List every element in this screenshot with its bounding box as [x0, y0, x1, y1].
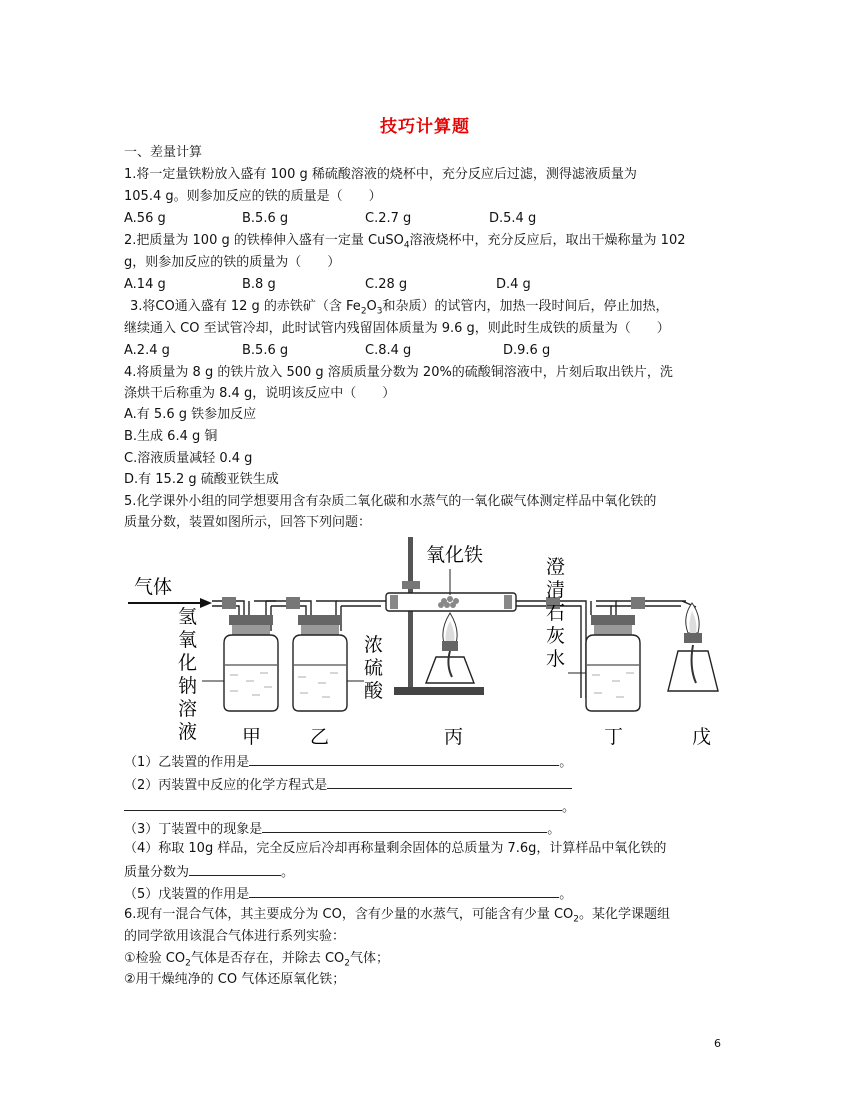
- answer-blank[interactable]: [327, 774, 572, 789]
- page-number: 6: [714, 1037, 721, 1050]
- q1-option-c: C.2.7 g: [365, 211, 412, 226]
- q5-stem-line1: 5.化学课外小组的同学想要用含有杂质二氧化碳和水蒸气的一氧化碳气体测定样品中氧化铁的: [124, 494, 657, 509]
- answer-blank[interactable]: [124, 796, 562, 811]
- q4-stem-line1: 4.将质量为 8 g 的铁片放入 500 g 溶质质量分数为 20%的硫酸铜溶液中，片刻后取出铁片，洗: [124, 365, 673, 380]
- q3-option-c: C.8.4 g: [365, 343, 412, 358]
- q2-option-a: A.14 g: [124, 277, 166, 292]
- apparatus-name-yi: 乙: [310, 726, 330, 747]
- answer-blank[interactable]: [262, 818, 547, 833]
- q1-option-b: B.5.6 g: [242, 211, 289, 226]
- section-heading: 一、差量计算: [124, 145, 203, 160]
- q2-option-c: C.28 g: [365, 277, 408, 292]
- q5-sub2-cont: 。: [124, 796, 575, 818]
- q5-sub3: （3）丁装置中的现象是 。: [124, 818, 560, 840]
- q4-option-a: A.有 5.6 g 铁参加反应: [124, 407, 257, 422]
- q6-stem-line1: 6.现有一混合气体，其主要成分为 CO，含有少量的水蒸气，可能含有少量 $CO_2$。某化学课题组: [124, 907, 671, 925]
- tube-joint: [286, 597, 300, 609]
- apparatus-name-jia: 甲: [242, 726, 262, 747]
- limewater-label: 澄清石灰水: [546, 556, 566, 670]
- q3-option-a: A.2.4 g: [124, 343, 170, 358]
- q5-sub4-line2: 质量分数为 。: [124, 861, 294, 883]
- q1-stem-line2: 105.4 g。则参加反应的铁的质量是（ ）: [124, 189, 382, 204]
- apparatus-name-ding: 丁: [604, 726, 624, 747]
- q4-stem-line2: 涤烘干后称重为 8.4 g，说明该反应中（ ）: [124, 386, 396, 401]
- q1-option-a: A.56 g: [124, 211, 166, 226]
- q3-stem-line2: 继续通入 CO 至试管冷却，此时试管内残留固体质量为 9.6 g，则此时生成铁的质量为（ ）: [124, 321, 670, 336]
- answer-blank[interactable]: [249, 751, 559, 766]
- q4-option-c: C.溶液质量减轻 0.4 g: [124, 451, 253, 466]
- gas-label: 气体: [134, 576, 173, 598]
- q1-option-d: D.5.4 g: [489, 211, 537, 226]
- apparatus-name-bing: 丙: [444, 726, 464, 747]
- q6-step2: ②用干燥纯净的 CO 气体还原氧化铁；: [124, 972, 346, 987]
- q5-sub2: （2）丙装置中反应的化学方程式是: [124, 774, 572, 796]
- q2-stem-line2: g，则参加反应的铁的质量为（ ）: [124, 255, 341, 270]
- acid-label: 浓硫酸: [364, 634, 384, 702]
- q1-stem-line1: 1.将一定量铁粉放入盛有 100 g 稀硫酸溶液的烧杯中，充分反应后过滤，测得滤液质量为: [124, 167, 637, 182]
- bottle-yi: [293, 615, 347, 711]
- q5-sub1: （1）乙装置的作用是 。: [124, 751, 572, 773]
- q6-stem-line2: 的同学欲用该混合气体进行系列实验：: [124, 929, 346, 944]
- tube-joint: [222, 597, 236, 609]
- apparatus-name-wu: 戊: [692, 726, 712, 747]
- q5-stem-line2: 质量分数，装置如图所示，回答下列问题：: [124, 515, 372, 530]
- q3-option-b: B.5.6 g: [242, 343, 289, 358]
- apparatus-diagram: [126, 533, 726, 747]
- q6-step1: ①检验 $CO_2$气体是否存在，并除去 $CO_2$气体；: [124, 951, 390, 969]
- page-title: 技巧计算题: [380, 117, 470, 137]
- answer-blank[interactable]: [189, 861, 281, 876]
- q3-stem-line1: 3.将CO通入盛有 12 g 的赤铁矿（含 $Fe_2O_3$和杂质）的试管内，加热一段时间后，停止加热，: [130, 299, 669, 317]
- tube-joint: [631, 597, 645, 609]
- answer-blank[interactable]: [249, 883, 559, 898]
- bottle-jia: [224, 615, 278, 711]
- q2-option-b: B.8 g: [242, 277, 276, 292]
- q5-sub4-line1: （4）称取 10g 样品，完全反应后冷却再称量剩余固体的总质量为 7.6g，计算样品中氧化铁的: [124, 841, 667, 856]
- q4-option-b: B.生成 6.4 g 铜: [124, 429, 218, 444]
- naoh-label: 氢氧化钠溶液: [178, 606, 198, 743]
- q4-option-d: D.有 15.2 g 硫酸亚铁生成: [124, 472, 279, 487]
- q3-option-d: D.9.6 g: [503, 343, 551, 358]
- bottle-ding: [586, 615, 640, 711]
- q2-stem-line1: 2.把质量为 100 g 的铁棒伸入盛有一定量 CuSO$_4$溶液烧杯中，充分反应后，取出干燥称量为 102: [124, 233, 686, 251]
- q2-option-d: D.4 g: [496, 277, 531, 292]
- q5-sub5: （5）戊装置的作用是 。: [124, 883, 572, 905]
- fe2o3-label: 氧化铁: [426, 544, 484, 566]
